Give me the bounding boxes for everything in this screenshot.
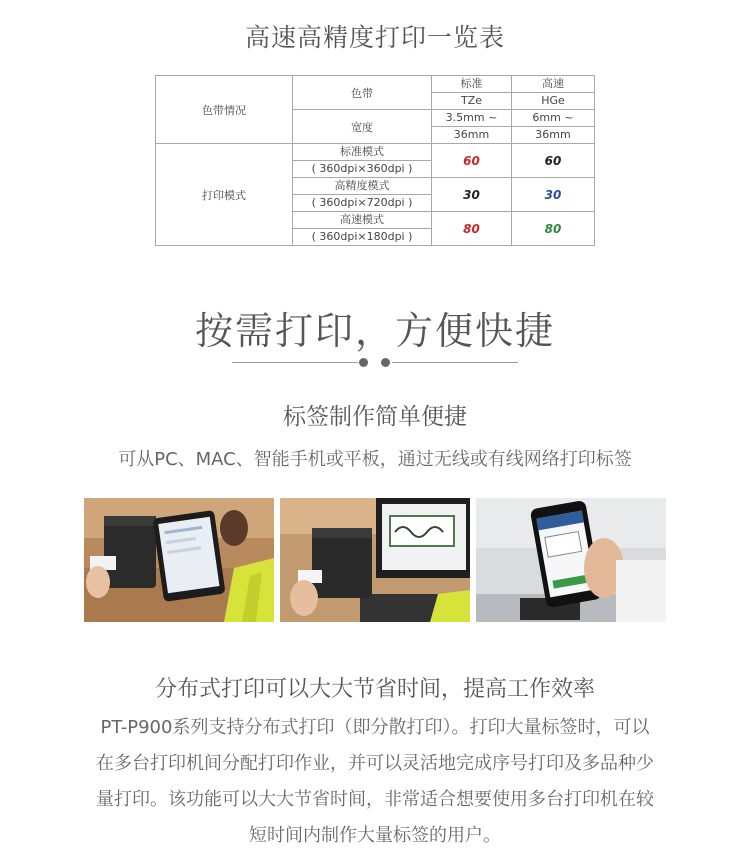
fast-width-min: 6mm ~ [532, 111, 574, 124]
fast-code: HGe [512, 92, 594, 109]
divider-dot-right [381, 358, 390, 367]
fast-head: 高速 [542, 77, 564, 90]
ribbon-section-label: 色带情况 [156, 76, 293, 144]
section-title-distributed-printing: 分布式打印可以大大节省时间，提高工作效率 [154, 677, 595, 702]
divider-left-line [232, 362, 358, 363]
page-title: 高速高精度打印一览表 [244, 23, 505, 52]
tze-speed: 80 [432, 212, 512, 246]
print-speed-table [155, 75, 595, 246]
description-line: 短时间内制作大量标签的用户。 [249, 825, 501, 846]
mode-dpi: ( 360dpi×720dpi ) [293, 194, 431, 211]
section-subtitle: 可从PC、MAC、智能手机或平板，通过无线或有线网络打印标签 [118, 449, 632, 470]
hge-speed: 60 [512, 144, 595, 178]
fast-width-cell [512, 110, 595, 144]
mode-dpi: ( 360dpi×180dpi ) [293, 228, 431, 245]
mode-name: 高精度模式 [334, 179, 390, 192]
main-heading: 按需打印，方便快捷 [194, 309, 555, 353]
photo-tablet-printing [84, 498, 274, 622]
tze-speed: 60 [432, 144, 512, 178]
fast-width-max: 36mm [512, 126, 594, 143]
standard-code: TZe [432, 92, 511, 109]
photo-laptop-printing [280, 498, 470, 622]
mode-cell-high-precision [293, 178, 432, 212]
mode-cell-high-speed [293, 212, 432, 246]
hge-speed: 30 [512, 178, 595, 212]
standard-width-min: 3.5mm ~ [445, 111, 498, 124]
standard-width-max: 36mm [432, 126, 511, 143]
mode-name: 高速模式 [340, 213, 384, 226]
description-line: 量打印。该功能可以大大节省时间，非常适合想要使用多台打印机在较 [96, 789, 654, 810]
description-line: PT-P900系列支持分布式打印（即分散打印）。打印大量标签时，可以 [100, 717, 650, 738]
mode-name: 标准模式 [340, 145, 384, 158]
hge-speed: 80 [512, 212, 595, 246]
mode-dpi: ( 360dpi×360dpi ) [293, 160, 431, 177]
standard-ribbon-header [432, 76, 512, 110]
width-label: 宽度 [293, 110, 432, 144]
divider-dot-left [359, 358, 368, 367]
photo-smartphone-printing [476, 498, 666, 622]
distributed-printing-description [80, 710, 670, 854]
tze-speed: 30 [432, 178, 512, 212]
standard-head: 标准 [460, 77, 483, 90]
ribbon-column-label: 色带 [293, 76, 432, 110]
print-mode-label: 打印模式 [156, 144, 293, 246]
standard-width-cell [432, 110, 512, 144]
description-line: 在多台打印机间分配打印作业，并可以灵活地完成序号打印及多品种少 [96, 753, 654, 774]
divider-right-line [392, 362, 518, 363]
section-title-easy-labels: 标签制作简单便捷 [283, 404, 467, 430]
mode-cell-standard [293, 144, 432, 178]
fast-ribbon-header [512, 76, 595, 110]
